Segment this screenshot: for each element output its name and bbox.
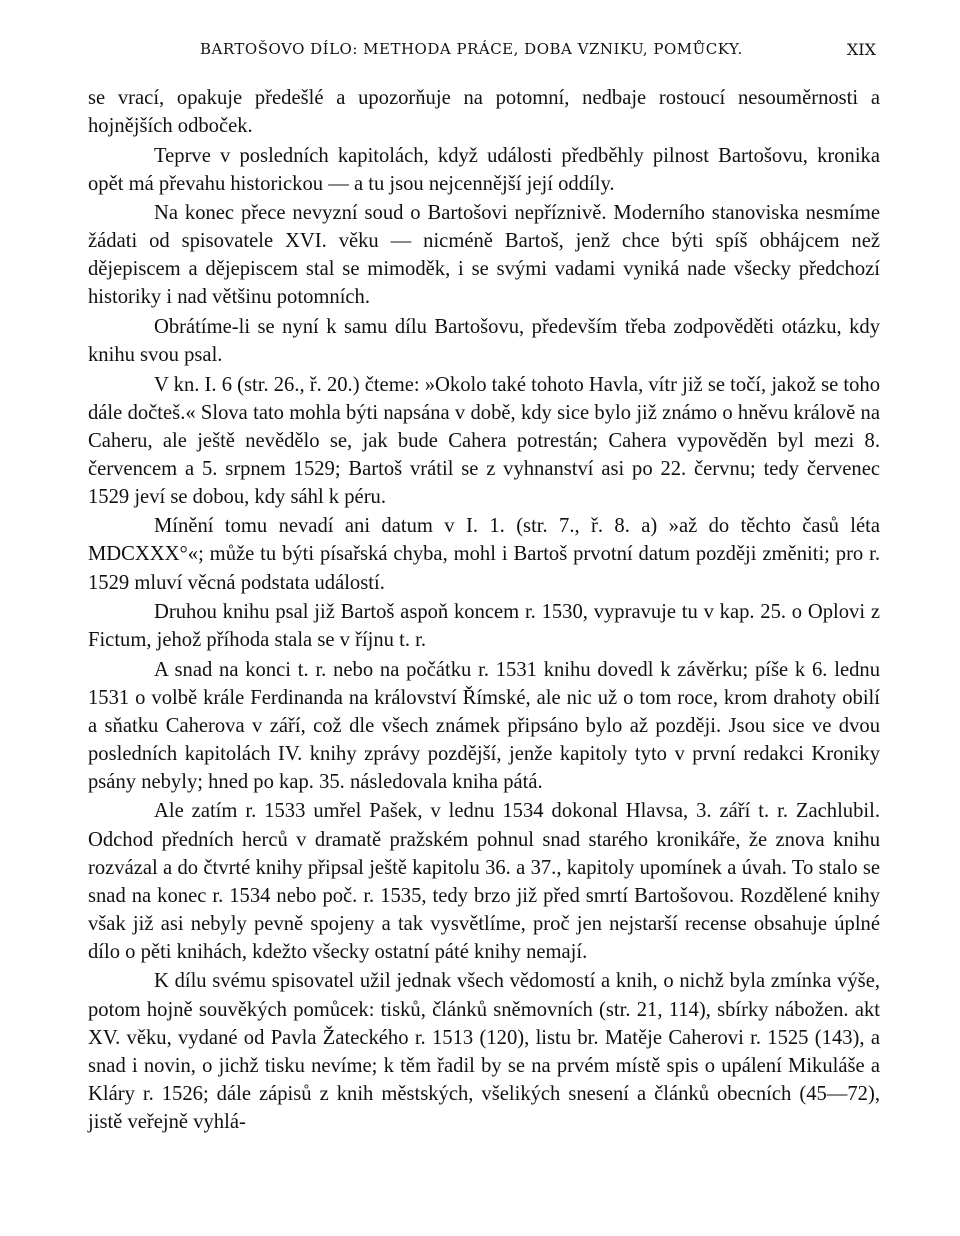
- paragraph-7: Druhou knihu psal již Bartoš aspoň koncem r. 1530, vypravuje tu v kap. 25. o Oplovi z Fictum, jehož příhoda stala se v říjnu t. r.: [88, 601, 880, 652]
- page-number: XIX: [846, 40, 876, 59]
- running-title: BARTOŠOVO DÍLO: METHODA PRÁCE, DOBA VZNIKU, POMŮCKY.: [200, 40, 743, 58]
- paragraph-1: se vrací, opakuje předešlé a upozorňuje na potomní, nedbaje rostoucí nesouměrnosti a hojnějších odboček.: [88, 87, 880, 138]
- paragraph-4: Obrátíme-li se nyní k samu dílu Bartošovu, především třeba zodpověděti otázku, kdy knihu svou psal.: [88, 315, 880, 367]
- paragraph-6: Mínění tomu nevadí ani datum v I. 1. (str. 7., ř. 8. a) »až do těchto časů léta MDCXXX°«; může tu býti písařská chyba, mohl i Bartoš prvotní datum později změniti; pro r. 1529 mluví věcná podstata událostí.: [88, 515, 880, 594]
- paragraph-9: Ale zatím r. 1533 umřel Pašek, v lednu 1534 dokonal Hlavsa, 3. září t. r. Zachlubil. Odchod předních herců v dramatě pražském pohnul snad starého kronikáře, že znova knihu rozvázal a do čtvrté knihy připsal ještě kapitolu 36. a 37., kapitoly upomínek a úvah. To stalo se snad na konec r. 1534 nebo poč. r. 1535, tedy brzo již před smrtí Bartošovou. Rozdělené knihy však již asi nebyly pevně spojeny a tak vysvětlíme, proč jen nejstarší recense obsahuje úplné dílo o pěti knihách, kdežto všecky ostatní páté knihy nemají.: [88, 800, 880, 963]
- paragraph-8: A snad na konci t. r. nebo na počátku r. 1531 knihu dovedl k závěrku; píše k 6. lednu 1531 o volbě krále Ferdinanda na království Římské, ale nic už o tom roce, krom drahoty obilí a sňatku Caherova v září, což dle všech známek připsáno bylo až později. Jsou sice ve dvou posledních kapitolách IV. knihy zprávy pozdější, jenže kapitoly tyto v první redakci Kroniky psány nebyly; hned po kap. 35. následovala kniha pátá.: [88, 658, 880, 793]
- paragraph-10: K dílu svému spisovatel užil jednak všech vědomostí a knih, o nichž byla zmínka výše, potom hojně souvěkých pomůcek: tisků, článků sněmovních (str. 21, 114), sbírky nábožen. akt XV. věku, vydané od Pavla Žateckého r. 1513 (120), listu br. Matěje Caherovi r. 1525 (143), a snad i novin, o jichž tisku nevíme; k těm řadil by se na prvém místě spis o upálení Mikuláše a Kláry r. 1526; dále zápisů z knih městských, všelikých snesení a článků obecních (45—72), jistě veřejně vyhlá-: [88, 970, 880, 1133]
- body-text: [88, 84, 880, 1137]
- paragraph-3: Na konec přece nevyzní soud o Bartošovi nepříznivě. Moderního stanoviska nesmíme žádati od spisovatele XVI. věku — nicméně Bartoš, jenž chce býti spíš obhájcem než dějepiscem a dějepiscem stal se mimoděk, i se svými vadami vyniká nade všecky předchozí historiky i nad většinu potomních.: [88, 202, 880, 309]
- paragraph-5: V kn. I. 6 (str. 26., ř. 20.) čteme: »Okolo také tohoto Havla, vítr již se točí, jakož se toho dále dočteš.« Slova tato mohla býti napsána v době, kdy sice bylo již známo o hněvu královĕ na Caheru, ale ještě nevědělo se, jak bude Cahera potrestán; Cahera vypověděn byl mezi 8. červencem a 5. srpnem 1529; Bartoš vrátil se z vyhnanství asi po 22. červnu; tedy červenec 1529 jeví se dobou, kdy sáhl k péru.: [88, 373, 880, 508]
- paragraph-2: Teprve v posledních kapitolách, když události předběhly pilnost Bartošovu, kronika opět má převahu historickou — a tu jsou nejcennější její oddíly.: [88, 144, 880, 195]
- page-header: [0, 36, 960, 66]
